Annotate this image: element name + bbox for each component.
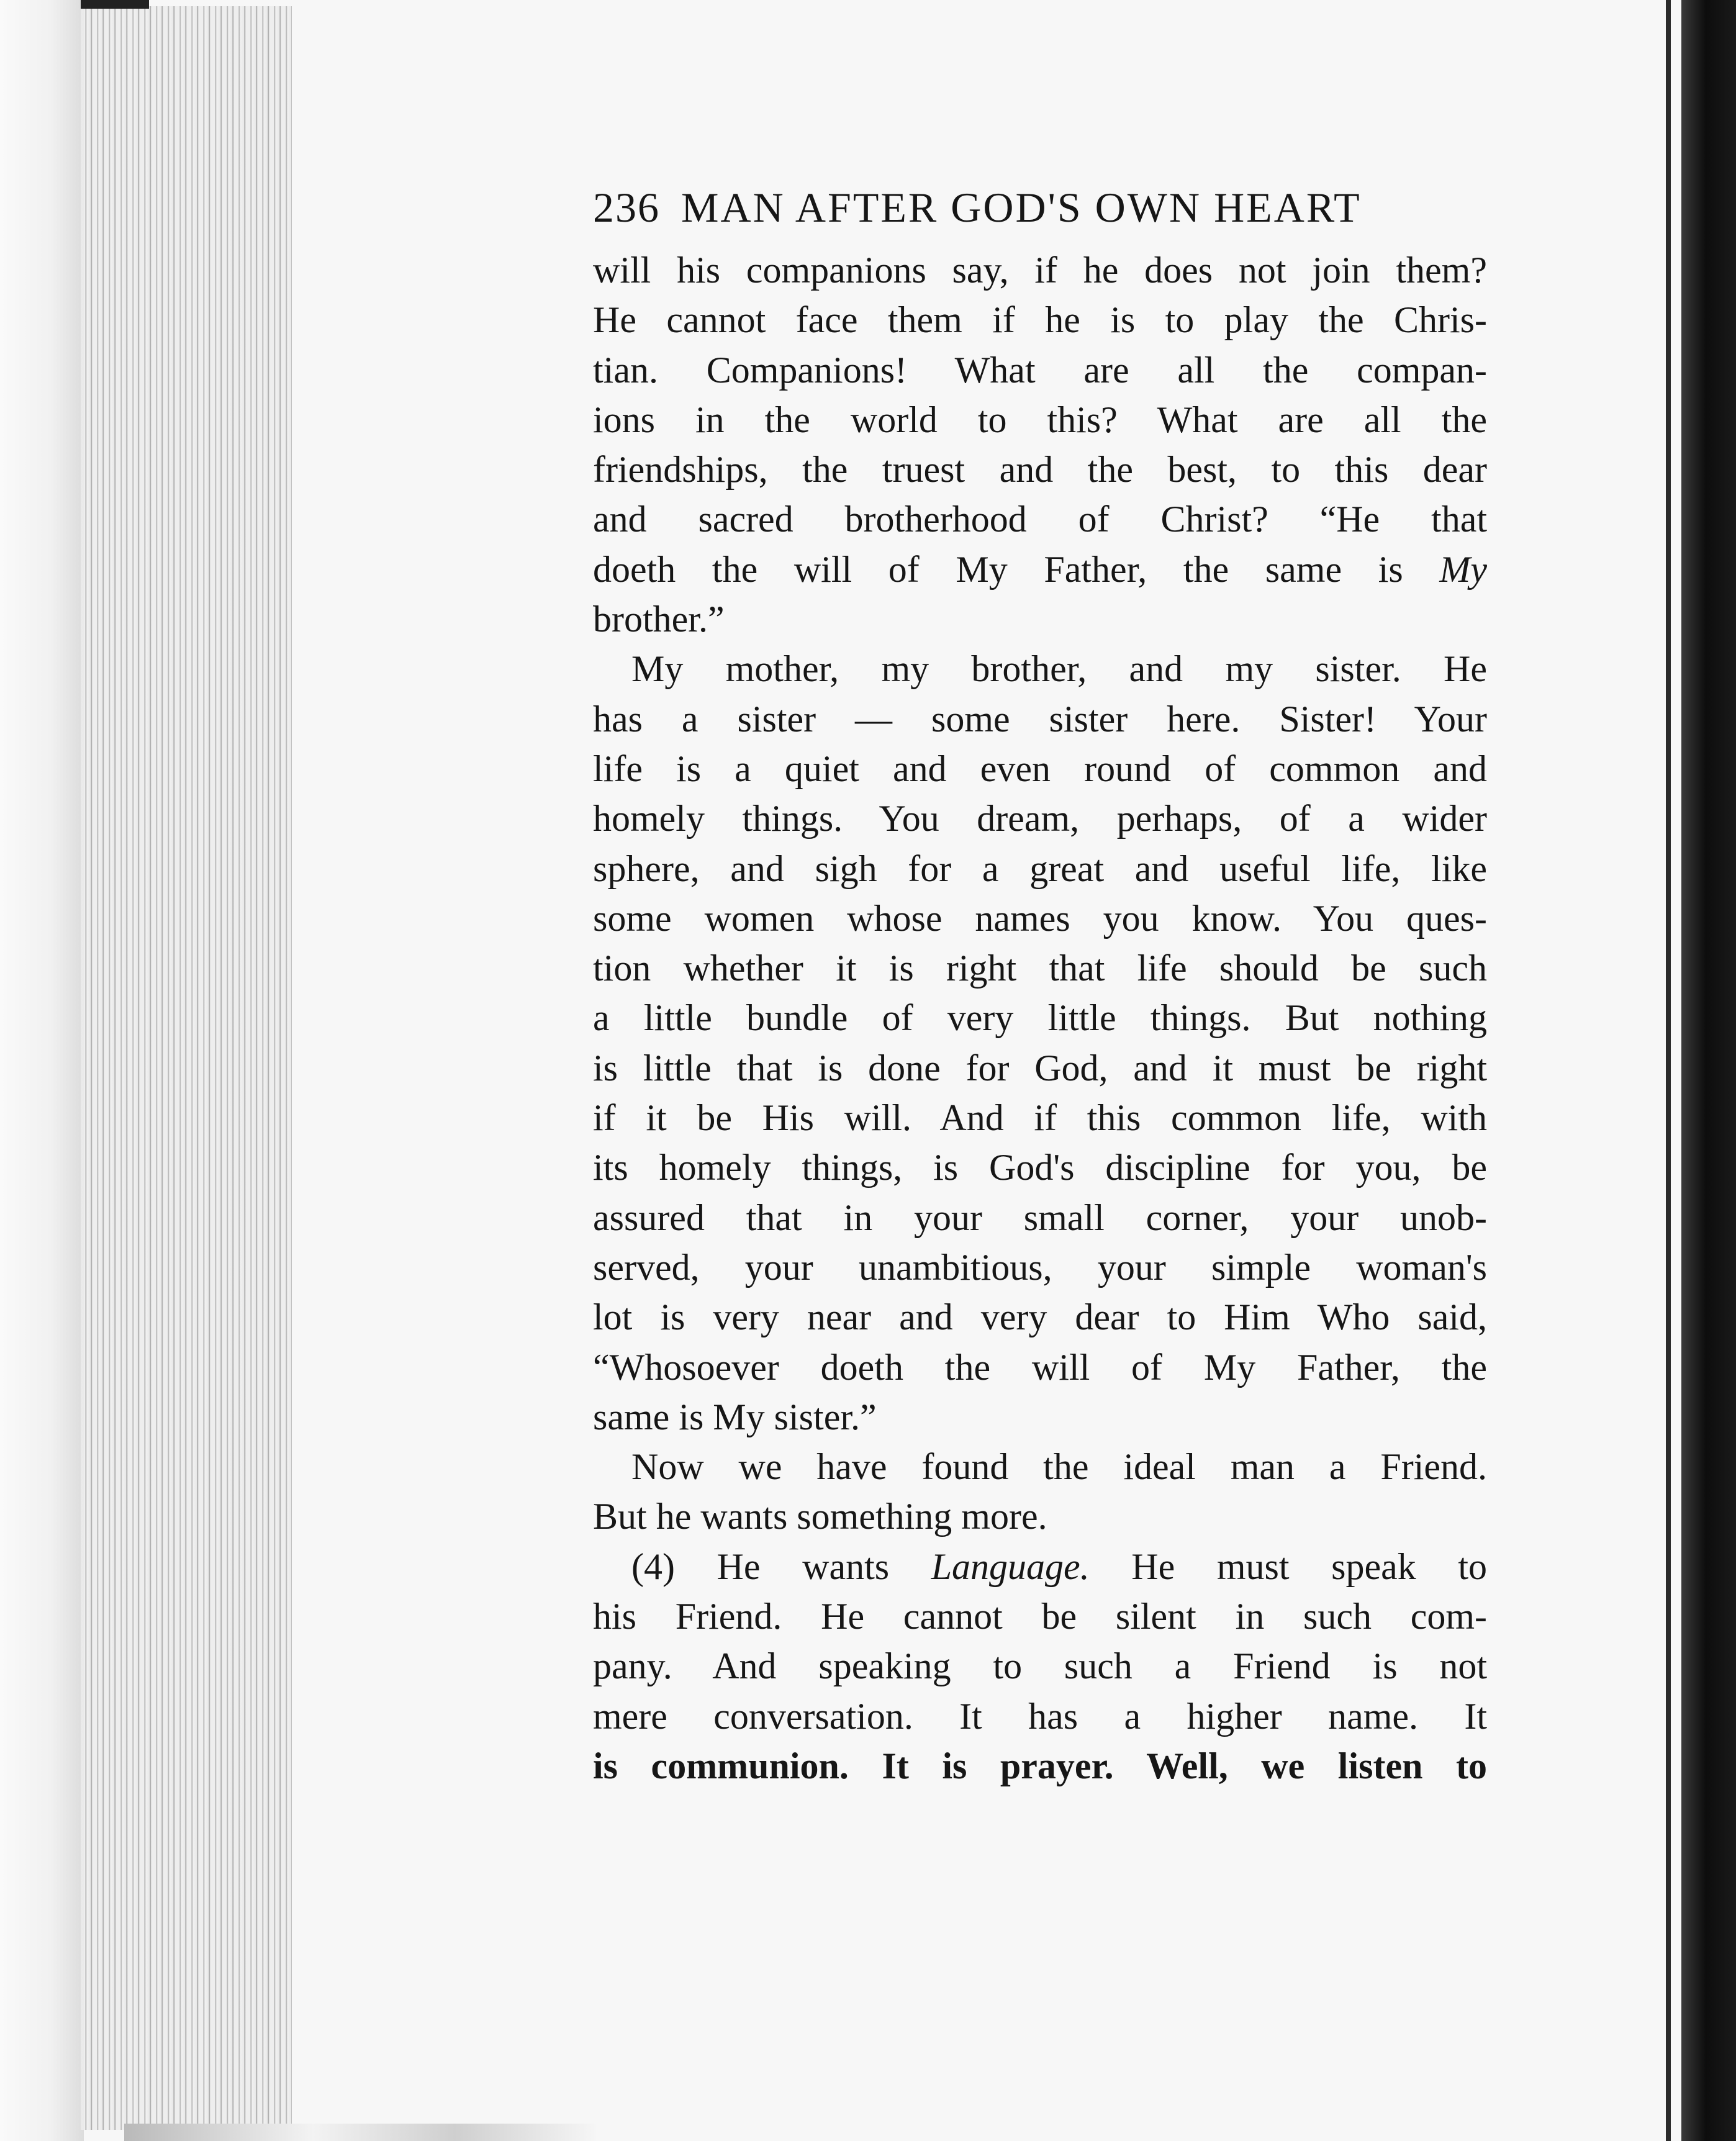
text-line: But he wants something more. (593, 1496, 1047, 1537)
text-line: “Whosoever doeth the will of My Father, the (593, 1346, 1487, 1388)
text-line: ions in the world to this? What are all the (593, 399, 1487, 440)
text-line: has a sister — some sister here. Sister! Your (593, 698, 1487, 740)
text-line (593, 545, 1487, 594)
running-title: MAN AFTER GOD'S OWN HEART (681, 184, 1362, 231)
running-head (593, 183, 1487, 245)
text-line: sphere, and sigh for a great and useful life, like (593, 848, 1487, 889)
text-line: mere conversation. It has a higher name. It (593, 1695, 1487, 1737)
text-run: He must speak to (1089, 1546, 1487, 1587)
stacked-page-edges (81, 6, 292, 2130)
text-line: tion whether it is right that life should be such (593, 948, 1487, 989)
italic-text: My (1439, 548, 1487, 590)
text-line: same is My sister.” (593, 1396, 877, 1437)
page-text-block (593, 183, 1487, 1791)
book-cover-edge (1681, 0, 1736, 2141)
left-margin-shadow (0, 0, 84, 2141)
text-line: friendships, the truest and the best, to this dear (593, 449, 1487, 491)
bottom-edge-smudge (124, 2124, 596, 2141)
paragraph-start-line: Now we have found the ideal man a Friend. (631, 1446, 1487, 1488)
text-line: brother.” (593, 599, 725, 640)
text-line: served, your unambitious, your simple woman's (593, 1246, 1487, 1288)
text-line: is communion. It is prayer. Well, we listen to (593, 1745, 1487, 1786)
text-line: and sacred brotherhood of Christ? “He that (593, 499, 1487, 540)
text-line: lot is very near and very dear to Him Who said, (593, 1297, 1487, 1338)
text-line: assured that in your small corner, your unob- (593, 1197, 1487, 1238)
text-line: life is a quiet and even round of common and (593, 748, 1487, 789)
page-number: 236 (593, 184, 660, 231)
text-line: a little bundle of very little things. But nothing (593, 997, 1487, 1039)
text-line: some women whose names you know. You ques- (593, 897, 1487, 939)
text-line: He cannot face them if he is to play the Chris- (593, 299, 1487, 341)
text-line: will his companions say, if he does not join them? (593, 250, 1487, 291)
paragraph-start-line: My mother, my brother, and my sister. He (631, 648, 1487, 690)
right-gutter-line (1666, 0, 1671, 2141)
text-line: if it be His will. And if this common life, with (593, 1097, 1487, 1139)
text-line: its homely things, is God's discipline for you, be (593, 1147, 1487, 1188)
text-run: doeth the will of My Father, the same is (593, 548, 1440, 590)
text-line: tian. Companions! What are all the compan- (593, 349, 1487, 391)
italic-text: Language. (931, 1546, 1090, 1587)
text-line: is little that is done for God, and it must be right (593, 1047, 1487, 1089)
text-line: homely things. You dream, perhaps, of a wider (593, 798, 1487, 840)
text-line: pany. And speaking to such a Friend is not (593, 1645, 1487, 1687)
text-run: (4) He wants (631, 1546, 931, 1587)
top-edge-mark (81, 0, 149, 9)
body-text (593, 245, 1487, 1791)
text-line: his Friend. He cannot be silent in such com- (593, 1596, 1487, 1637)
paragraph-start-line (593, 1542, 1487, 1591)
